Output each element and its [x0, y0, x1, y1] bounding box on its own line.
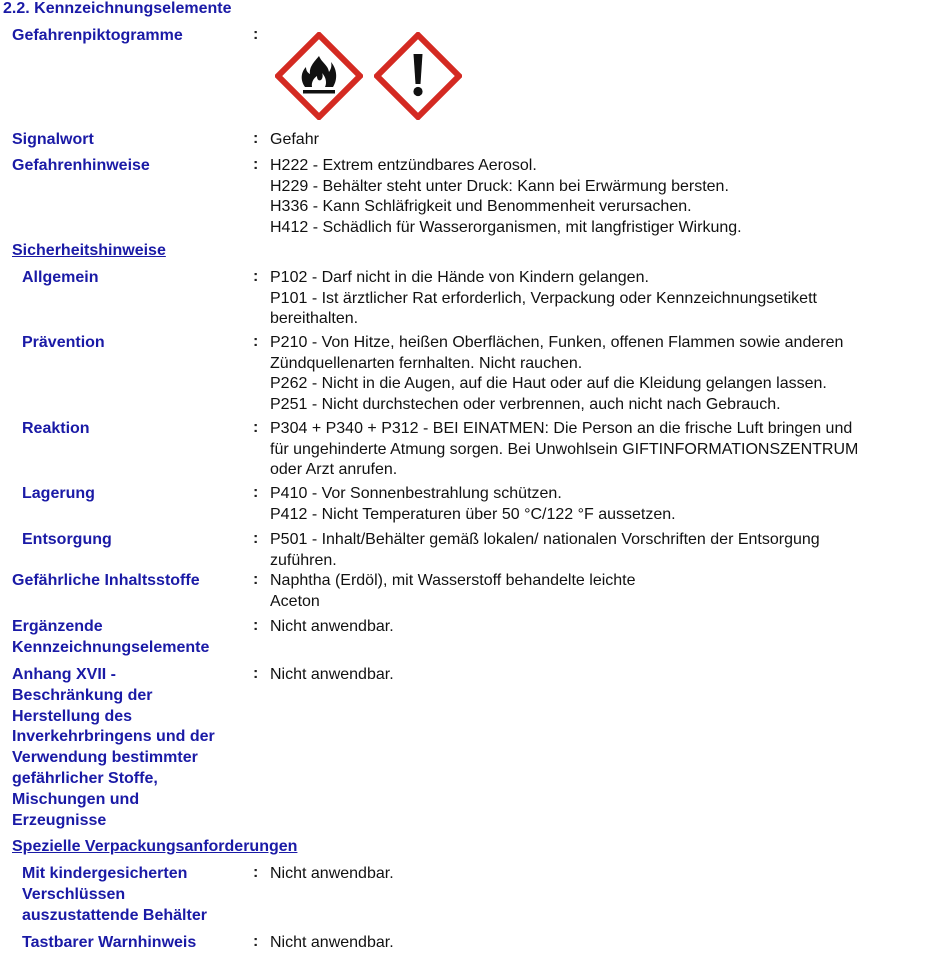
ingredient: Aceton — [270, 592, 320, 610]
precaution-statement: P410 - Vor Sonnenbestrahlung schützen. — [270, 485, 562, 502]
label-entsorgung: Entsorgung — [22, 531, 112, 548]
separator: : — [253, 571, 259, 588]
separator: : — [253, 530, 259, 547]
label-gefahrenhinweise: Gefahrenhinweise — [12, 157, 150, 174]
heading-verpackungsanforderungen: Spezielle Verpackungsanforderungen — [12, 838, 298, 855]
section-title: 2.2. Kennzeichnungselemente — [3, 0, 232, 17]
label-gefahrenpiktogramme: Gefahrenpiktogramme — [12, 27, 183, 44]
ingredient: Naphtha (Erdöl), mit Wasserstoff behandelte leichte — [270, 572, 636, 589]
value-allgemein — [270, 268, 930, 330]
value-praevention — [270, 333, 930, 415]
label-allgemein: Allgemein — [22, 269, 99, 286]
exclamation-mark-icon — [374, 32, 462, 120]
heading-sicherheitshinweise: Sicherheitshinweise — [12, 242, 166, 259]
value-anhang-xvii: Nicht anwendbar. — [270, 666, 394, 683]
value-kindersicher: Nicht anwendbar. — [270, 865, 394, 882]
label-anhang-xvii: Anhang XVII - Beschränkung der Herstellung des Inverkehrbringens und der Verwendung bestimmter gefährlicher Stoffe, Mischungen und Erzeugnisse — [12, 666, 215, 829]
hazard-statement: H336 - Kann Schläfrigkeit und Benommenheit verursachen. — [270, 198, 692, 216]
label-tastbar: Tastbarer Warnhinweis — [22, 934, 197, 951]
precaution-statement: P262 - Nicht in die Augen, auf die Haut oder auf die Kleidung gelangen lassen. — [270, 375, 827, 393]
separator: : — [253, 484, 259, 501]
precaution-statement: bereithalten. — [270, 310, 359, 328]
hazard-statement: H412 - Schädlich für Wasserorganismen, mit langfristiger Wirkung. — [270, 218, 742, 236]
precaution-statement: zuführen. — [270, 551, 337, 569]
precaution-statement: P251 - Nicht durchstechen oder verbrennen, auch nicht nach Gebrauch. — [270, 395, 781, 413]
separator: : — [253, 333, 259, 350]
precaution-statement: für ungehinderte Atmung sorgen. Bei Unwohlsein GIFTINFORMATIONSZENTRUM — [270, 440, 859, 458]
separator: : — [253, 665, 259, 682]
precaution-statement: P501 - Inhalt/Behälter gemäß lokalen/ nationalen Vorschriften der Entsorgung — [270, 531, 820, 548]
separator: : — [253, 268, 259, 285]
label-lagerung: Lagerung — [22, 485, 95, 502]
separator: : — [253, 864, 259, 881]
precaution-statement: P101 - Ist ärztlicher Rat erforderlich, Verpackung oder Kennzeichnungsetikett — [270, 289, 817, 307]
label-inhaltsstoffe: Gefährliche Inhaltsstoffe — [12, 572, 200, 589]
label-reaktion: Reaktion — [22, 420, 90, 437]
label-kindersicher: Mit kindergesicherten Verschlüssen auszustattende Behälter — [22, 865, 207, 924]
separator: : — [253, 617, 259, 634]
precaution-statement: P102 - Darf nicht in die Hände von Kindern gelangen. — [270, 269, 649, 286]
separator: : — [253, 933, 259, 950]
value-entsorgung — [270, 530, 930, 571]
separator: : — [253, 130, 259, 147]
label-ergaenzende: Ergänzende Kennzeichnungselemente — [12, 618, 210, 656]
value-tastbar: Nicht anwendbar. — [270, 934, 394, 951]
label-praevention: Prävention — [22, 334, 105, 351]
value-reaktion — [270, 419, 930, 481]
value-gefahrenhinweise — [270, 156, 930, 238]
value-ergaenzende: Nicht anwendbar. — [270, 618, 394, 635]
flame-icon — [275, 32, 363, 120]
label-signalwort: Signalwort — [12, 131, 94, 148]
precaution-statement: P304 + P340 + P312 - BEI EINATMEN: Die Person an die frische Luft bringen und — [270, 420, 853, 437]
precaution-statement: P210 - Von Hitze, heißen Oberflächen, Funken, offenen Flammen sowie anderen — [270, 334, 844, 351]
value-lagerung — [270, 484, 930, 525]
separator: : — [253, 26, 259, 43]
hazard-statement: H222 - Extrem entzündbares Aerosol. — [270, 157, 537, 174]
precaution-statement: oder Arzt anrufen. — [270, 461, 398, 479]
separator: : — [253, 419, 259, 436]
precaution-statement: Zündquellenarten fernhalten. Nicht rauchen. — [270, 354, 583, 372]
hazard-statement: H229 - Behälter steht unter Druck: Kann bei Erwärmung bersten. — [270, 177, 729, 195]
value-inhaltsstoffe — [270, 571, 930, 612]
precaution-statement: P412 - Nicht Temperaturen über 50 °C/122 °F aussetzen. — [270, 505, 676, 523]
separator: : — [253, 156, 259, 173]
value-signalwort: Gefahr — [270, 131, 319, 148]
